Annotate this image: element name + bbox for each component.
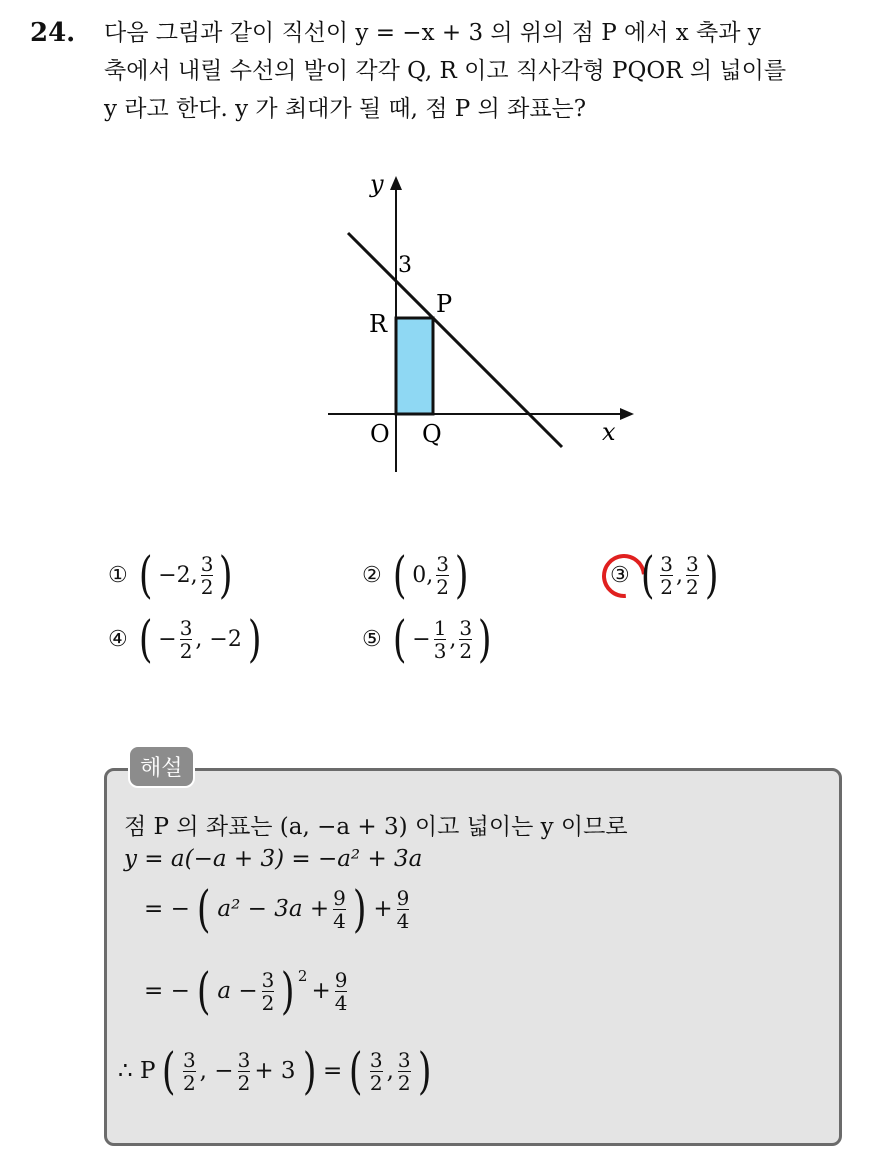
paren-left: ( xyxy=(162,1042,177,1100)
paren-right: ) xyxy=(454,546,469,604)
fraction-a xyxy=(660,553,673,598)
solution-line-2: y = a(−a + 3) = −a² + 3a xyxy=(124,846,423,872)
numerator: 3 xyxy=(182,1047,196,1072)
fraction-9-4 xyxy=(335,969,348,1014)
paren-left: ( xyxy=(392,546,407,604)
eq-minus: = − xyxy=(144,978,190,1004)
paren-left: ( xyxy=(640,546,655,604)
denominator: 2 xyxy=(261,990,275,1015)
choice-number: ⑤ xyxy=(362,626,382,652)
expr: a − xyxy=(217,978,258,1004)
eq-minus: = − xyxy=(144,896,190,922)
numerator: 3 xyxy=(200,551,214,576)
denominator: 4 xyxy=(396,908,410,933)
numerator: 3 xyxy=(685,551,699,576)
paren-left-2: ( xyxy=(349,1042,363,1100)
denominator: 2 xyxy=(397,1070,411,1095)
fraction-3-2-c xyxy=(370,1049,383,1094)
choice-2[interactable] xyxy=(362,546,472,604)
numerator: 9 xyxy=(333,885,346,910)
choice-number: ② xyxy=(362,562,382,588)
paren-left: ( xyxy=(196,880,211,938)
denominator: 2 xyxy=(436,574,449,599)
fraction-b xyxy=(459,617,472,662)
comma: , xyxy=(675,562,683,588)
fraction xyxy=(201,553,214,598)
question-text xyxy=(104,14,864,128)
denominator: 2 xyxy=(200,574,214,599)
equals: = xyxy=(323,1058,343,1084)
denominator: 4 xyxy=(334,990,348,1015)
fraction-3-2-d xyxy=(398,1049,411,1094)
paren-right: ) xyxy=(352,880,367,938)
y-axis-label: y xyxy=(370,170,384,198)
fraction-9-4-b xyxy=(397,887,410,932)
choice-number: ① xyxy=(108,562,128,588)
paren-right: ) xyxy=(302,1042,317,1100)
paren-right: ) xyxy=(704,546,719,604)
value-a: 0, xyxy=(412,562,434,588)
fraction-3-2-b xyxy=(238,1049,251,1094)
numerator: 3 xyxy=(459,615,473,640)
paren-right: ) xyxy=(219,546,234,604)
solution-line-4 xyxy=(144,962,348,1020)
choice-expression xyxy=(638,546,722,604)
denominator: 4 xyxy=(333,908,346,933)
denominator: 2 xyxy=(179,638,193,663)
solution-line-3 xyxy=(144,880,410,938)
fraction-b xyxy=(686,553,699,598)
paren-left: ( xyxy=(138,546,153,604)
sign: − xyxy=(412,626,431,652)
fraction-3-2 xyxy=(262,969,275,1014)
x-axis-arrow xyxy=(620,408,634,420)
choice-expression xyxy=(136,546,236,604)
choice-4[interactable] xyxy=(108,610,264,668)
point-r-label: R xyxy=(369,310,388,338)
question-number: 24. xyxy=(30,18,76,48)
choice-1[interactable] xyxy=(108,546,236,604)
choice-expression xyxy=(136,610,265,668)
plus: + xyxy=(373,896,393,922)
denominator: 2 xyxy=(237,1070,251,1095)
point-q-label: Q xyxy=(422,420,442,448)
denominator: 2 xyxy=(685,574,699,599)
numerator: 3 xyxy=(660,551,673,576)
denominator: 2 xyxy=(369,1070,383,1095)
fraction-3-2 xyxy=(183,1049,196,1094)
question-line-2: 축에서 내릴 수선의 발이 각각 Q, R 이고 직사각형 PQOR 의 넓이를 xyxy=(104,58,787,84)
denominator: 2 xyxy=(182,1070,196,1095)
numerator: 1 xyxy=(433,615,447,640)
comma: , xyxy=(386,1058,394,1084)
square-exponent: 2 xyxy=(297,967,308,985)
paren-left: ( xyxy=(392,610,407,668)
solution-line-1: 점 P 의 좌표는 (a, −a + 3) 이고 넓이는 y 이므로 xyxy=(124,814,628,840)
paren-right: ) xyxy=(247,610,262,668)
paren-left: ( xyxy=(196,962,211,1020)
therefore-p: ∴ P xyxy=(118,1058,156,1084)
denominator: 3 xyxy=(433,638,447,663)
plus: + xyxy=(311,978,331,1004)
sign: − xyxy=(158,626,177,652)
value-b: , −2 xyxy=(195,626,242,652)
numerator: 3 xyxy=(397,1047,411,1072)
choice-expression xyxy=(390,546,472,604)
paren-right-2: ) xyxy=(417,1042,432,1100)
numerator: 3 xyxy=(261,967,275,992)
denominator: 2 xyxy=(660,574,673,599)
fraction xyxy=(180,617,193,662)
value-a: −2, xyxy=(158,562,198,588)
numerator: 3 xyxy=(369,1047,383,1072)
question-line-1: 다음 그림과 같이 직선이 y = −x + 3 의 위의 점 P 에서 x 축과 y xyxy=(104,20,761,46)
paren-left: ( xyxy=(138,610,153,668)
y-axis-arrow xyxy=(390,176,402,190)
point-p-label: P xyxy=(436,290,453,318)
numerator: 9 xyxy=(334,967,348,992)
choice-3[interactable] xyxy=(610,546,721,604)
comma: , xyxy=(449,626,457,652)
paren-right: ) xyxy=(478,610,492,668)
fraction-a xyxy=(434,617,447,662)
fraction xyxy=(436,553,449,598)
comma-minus: , − xyxy=(199,1058,234,1084)
plus-three: + 3 xyxy=(254,1058,296,1084)
choice-number: ④ xyxy=(108,626,128,652)
choice-expression xyxy=(390,610,495,668)
choice-number xyxy=(610,563,630,588)
numerator: 3 xyxy=(436,551,449,576)
solution-line-5 xyxy=(118,1042,434,1100)
numerator: 3 xyxy=(179,615,193,640)
denominator: 2 xyxy=(459,638,473,663)
solution-tag: 해설 xyxy=(128,745,195,788)
x-axis-label: x xyxy=(602,418,616,446)
choice-number-text: ③ xyxy=(610,562,630,588)
intercept-label: 3 xyxy=(398,253,412,278)
choice-5[interactable] xyxy=(362,610,495,668)
point-o-label: O xyxy=(370,420,390,448)
numerator: 3 xyxy=(237,1047,251,1072)
fraction-9-4 xyxy=(333,887,346,932)
expr: a² − 3a + xyxy=(217,896,330,922)
question-line-3: y 라고 한다. y 가 최대가 될 때, 점 P 의 좌표는? xyxy=(104,96,587,122)
rectangle-pqor xyxy=(396,318,433,414)
paren-right: ) xyxy=(281,962,295,1020)
numerator: 9 xyxy=(396,885,410,910)
